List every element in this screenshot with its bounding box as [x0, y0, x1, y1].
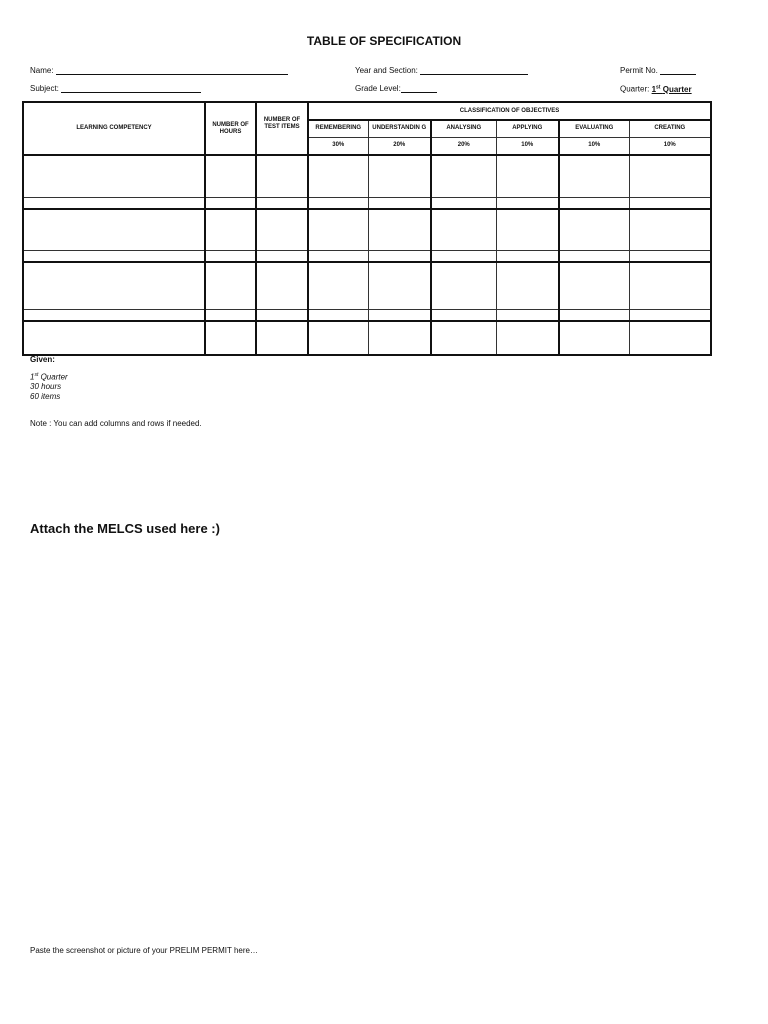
table-cell[interactable]	[496, 262, 559, 309]
table-cell[interactable]	[629, 309, 711, 321]
table-cell[interactable]	[256, 250, 308, 262]
table-cell[interactable]	[308, 321, 368, 355]
level-header: UNDERSTANDIN G	[368, 120, 431, 137]
table-cell[interactable]	[629, 262, 711, 309]
table-row	[23, 250, 711, 262]
items-header: NUMBER OF TEST ITEMS	[256, 102, 308, 155]
table-cell[interactable]	[431, 262, 496, 309]
table-cell[interactable]	[256, 209, 308, 250]
page-title: TABLE OF SPECIFICATION	[306, 34, 462, 48]
level-percent: 10%	[496, 137, 559, 155]
learning-competency-header: LEARNING COMPETENCY	[23, 102, 205, 155]
table-cell[interactable]	[629, 321, 711, 355]
quarter-field	[620, 84, 692, 94]
table-cell[interactable]	[431, 155, 496, 197]
level-header: APPLYING	[496, 120, 559, 137]
table-cell[interactable]	[256, 262, 308, 309]
table-cell[interactable]	[496, 309, 559, 321]
table-row	[23, 262, 711, 309]
grade-label: Grade Level:	[355, 84, 401, 93]
table-cell[interactable]	[308, 309, 368, 321]
year-section-field[interactable]	[355, 66, 528, 75]
table-cell[interactable]	[496, 209, 559, 250]
table-row	[23, 209, 711, 250]
table-cell[interactable]	[205, 155, 256, 197]
quarter-label: Quarter:	[620, 84, 650, 94]
level-percent: 10%	[559, 137, 629, 155]
table-cell[interactable]	[308, 262, 368, 309]
table-cell[interactable]	[559, 250, 629, 262]
table-cell[interactable]	[23, 309, 205, 321]
table-cell[interactable]	[23, 197, 205, 209]
table-cell[interactable]	[308, 209, 368, 250]
quarter-num: 1	[651, 84, 657, 94]
level-header: CREATING	[629, 120, 711, 137]
table-cell[interactable]	[431, 309, 496, 321]
specification-table	[22, 101, 712, 356]
table-cell[interactable]	[629, 209, 711, 250]
table-cell[interactable]	[559, 309, 629, 321]
table-cell[interactable]	[496, 250, 559, 262]
table-row	[23, 309, 711, 321]
table-cell[interactable]	[559, 155, 629, 197]
table-cell[interactable]	[368, 209, 431, 250]
table-cell[interactable]	[308, 197, 368, 209]
level-percent: 10%	[629, 137, 711, 155]
given-q-sup: st	[34, 372, 39, 378]
paste-permit-text: Paste the screenshot or picture of your PRELIM PERMIT here…	[30, 946, 258, 955]
table-cell[interactable]	[23, 155, 205, 197]
table-cell[interactable]	[496, 155, 559, 197]
table-cell[interactable]	[256, 197, 308, 209]
table-cell[interactable]	[308, 250, 368, 262]
table-cell[interactable]	[256, 155, 308, 197]
given-hours: 30 hours	[30, 382, 62, 391]
table-cell[interactable]	[23, 262, 205, 309]
given-q-text: Quarter	[40, 372, 68, 382]
note-text: Note : You can add columns and rows if needed.	[30, 419, 202, 428]
grade-field[interactable]	[355, 84, 437, 93]
permit-field[interactable]	[620, 66, 696, 75]
given-q-num: 1	[30, 372, 35, 382]
table-cell[interactable]	[629, 155, 711, 197]
attach-melcs-heading: Attach the MELCS used here :)	[30, 521, 220, 536]
level-percent: 20%	[431, 137, 496, 155]
table-row	[23, 321, 711, 355]
table-cell[interactable]	[308, 155, 368, 197]
level-percent: 20%	[368, 137, 431, 155]
given-items: 60 items	[30, 392, 61, 401]
table-cell[interactable]	[559, 209, 629, 250]
level-header: ANALYSING	[431, 120, 496, 137]
table-cell[interactable]	[256, 321, 308, 355]
table-row	[23, 197, 711, 209]
table-cell[interactable]	[431, 321, 496, 355]
table-cell[interactable]	[368, 155, 431, 197]
table-cell[interactable]	[23, 250, 205, 262]
level-header: EVALUATING	[559, 120, 629, 137]
table-cell[interactable]	[205, 262, 256, 309]
table-cell[interactable]	[559, 321, 629, 355]
classification-header: CLASSIFICATION OF OBJECTIVES	[308, 102, 711, 120]
name-label: Name:	[30, 66, 54, 75]
table-cell[interactable]	[431, 250, 496, 262]
table-cell[interactable]	[23, 321, 205, 355]
table-cell[interactable]	[205, 321, 256, 355]
table-cell[interactable]	[368, 309, 431, 321]
table-cell[interactable]	[368, 262, 431, 309]
table-cell[interactable]	[23, 209, 205, 250]
table-cell[interactable]	[431, 209, 496, 250]
table-cell[interactable]	[256, 309, 308, 321]
table-cell[interactable]	[368, 197, 431, 209]
year-section-label: Year and Section:	[355, 66, 418, 75]
quarter-value	[652, 85, 692, 94]
table-cell[interactable]	[431, 197, 496, 209]
subject-label: Subject:	[30, 84, 59, 93]
level-header: REMEMBERING	[308, 120, 368, 137]
table-cell[interactable]	[559, 197, 629, 209]
table-cell[interactable]	[559, 262, 629, 309]
table-row	[23, 155, 711, 197]
table-cell[interactable]	[205, 209, 256, 250]
name-field[interactable]	[30, 66, 288, 75]
quarter-text: Quarter	[662, 84, 692, 94]
table-cell[interactable]	[205, 250, 256, 262]
permit-label: Permit No.	[620, 66, 658, 75]
table-cell[interactable]	[205, 309, 256, 321]
table-cell[interactable]	[496, 197, 559, 209]
given-label: Given:	[30, 355, 55, 364]
table-cell[interactable]	[629, 250, 711, 262]
given-quarter	[30, 372, 68, 382]
table-cell[interactable]	[205, 197, 256, 209]
table-cell[interactable]	[368, 321, 431, 355]
level-percent: 30%	[308, 137, 368, 155]
hours-header: NUMBER OF HOURS	[205, 102, 256, 155]
table-cell[interactable]	[496, 321, 559, 355]
quarter-sup: st	[656, 84, 661, 90]
table-cell[interactable]	[629, 197, 711, 209]
table-cell[interactable]	[368, 250, 431, 262]
subject-field[interactable]	[30, 84, 201, 93]
